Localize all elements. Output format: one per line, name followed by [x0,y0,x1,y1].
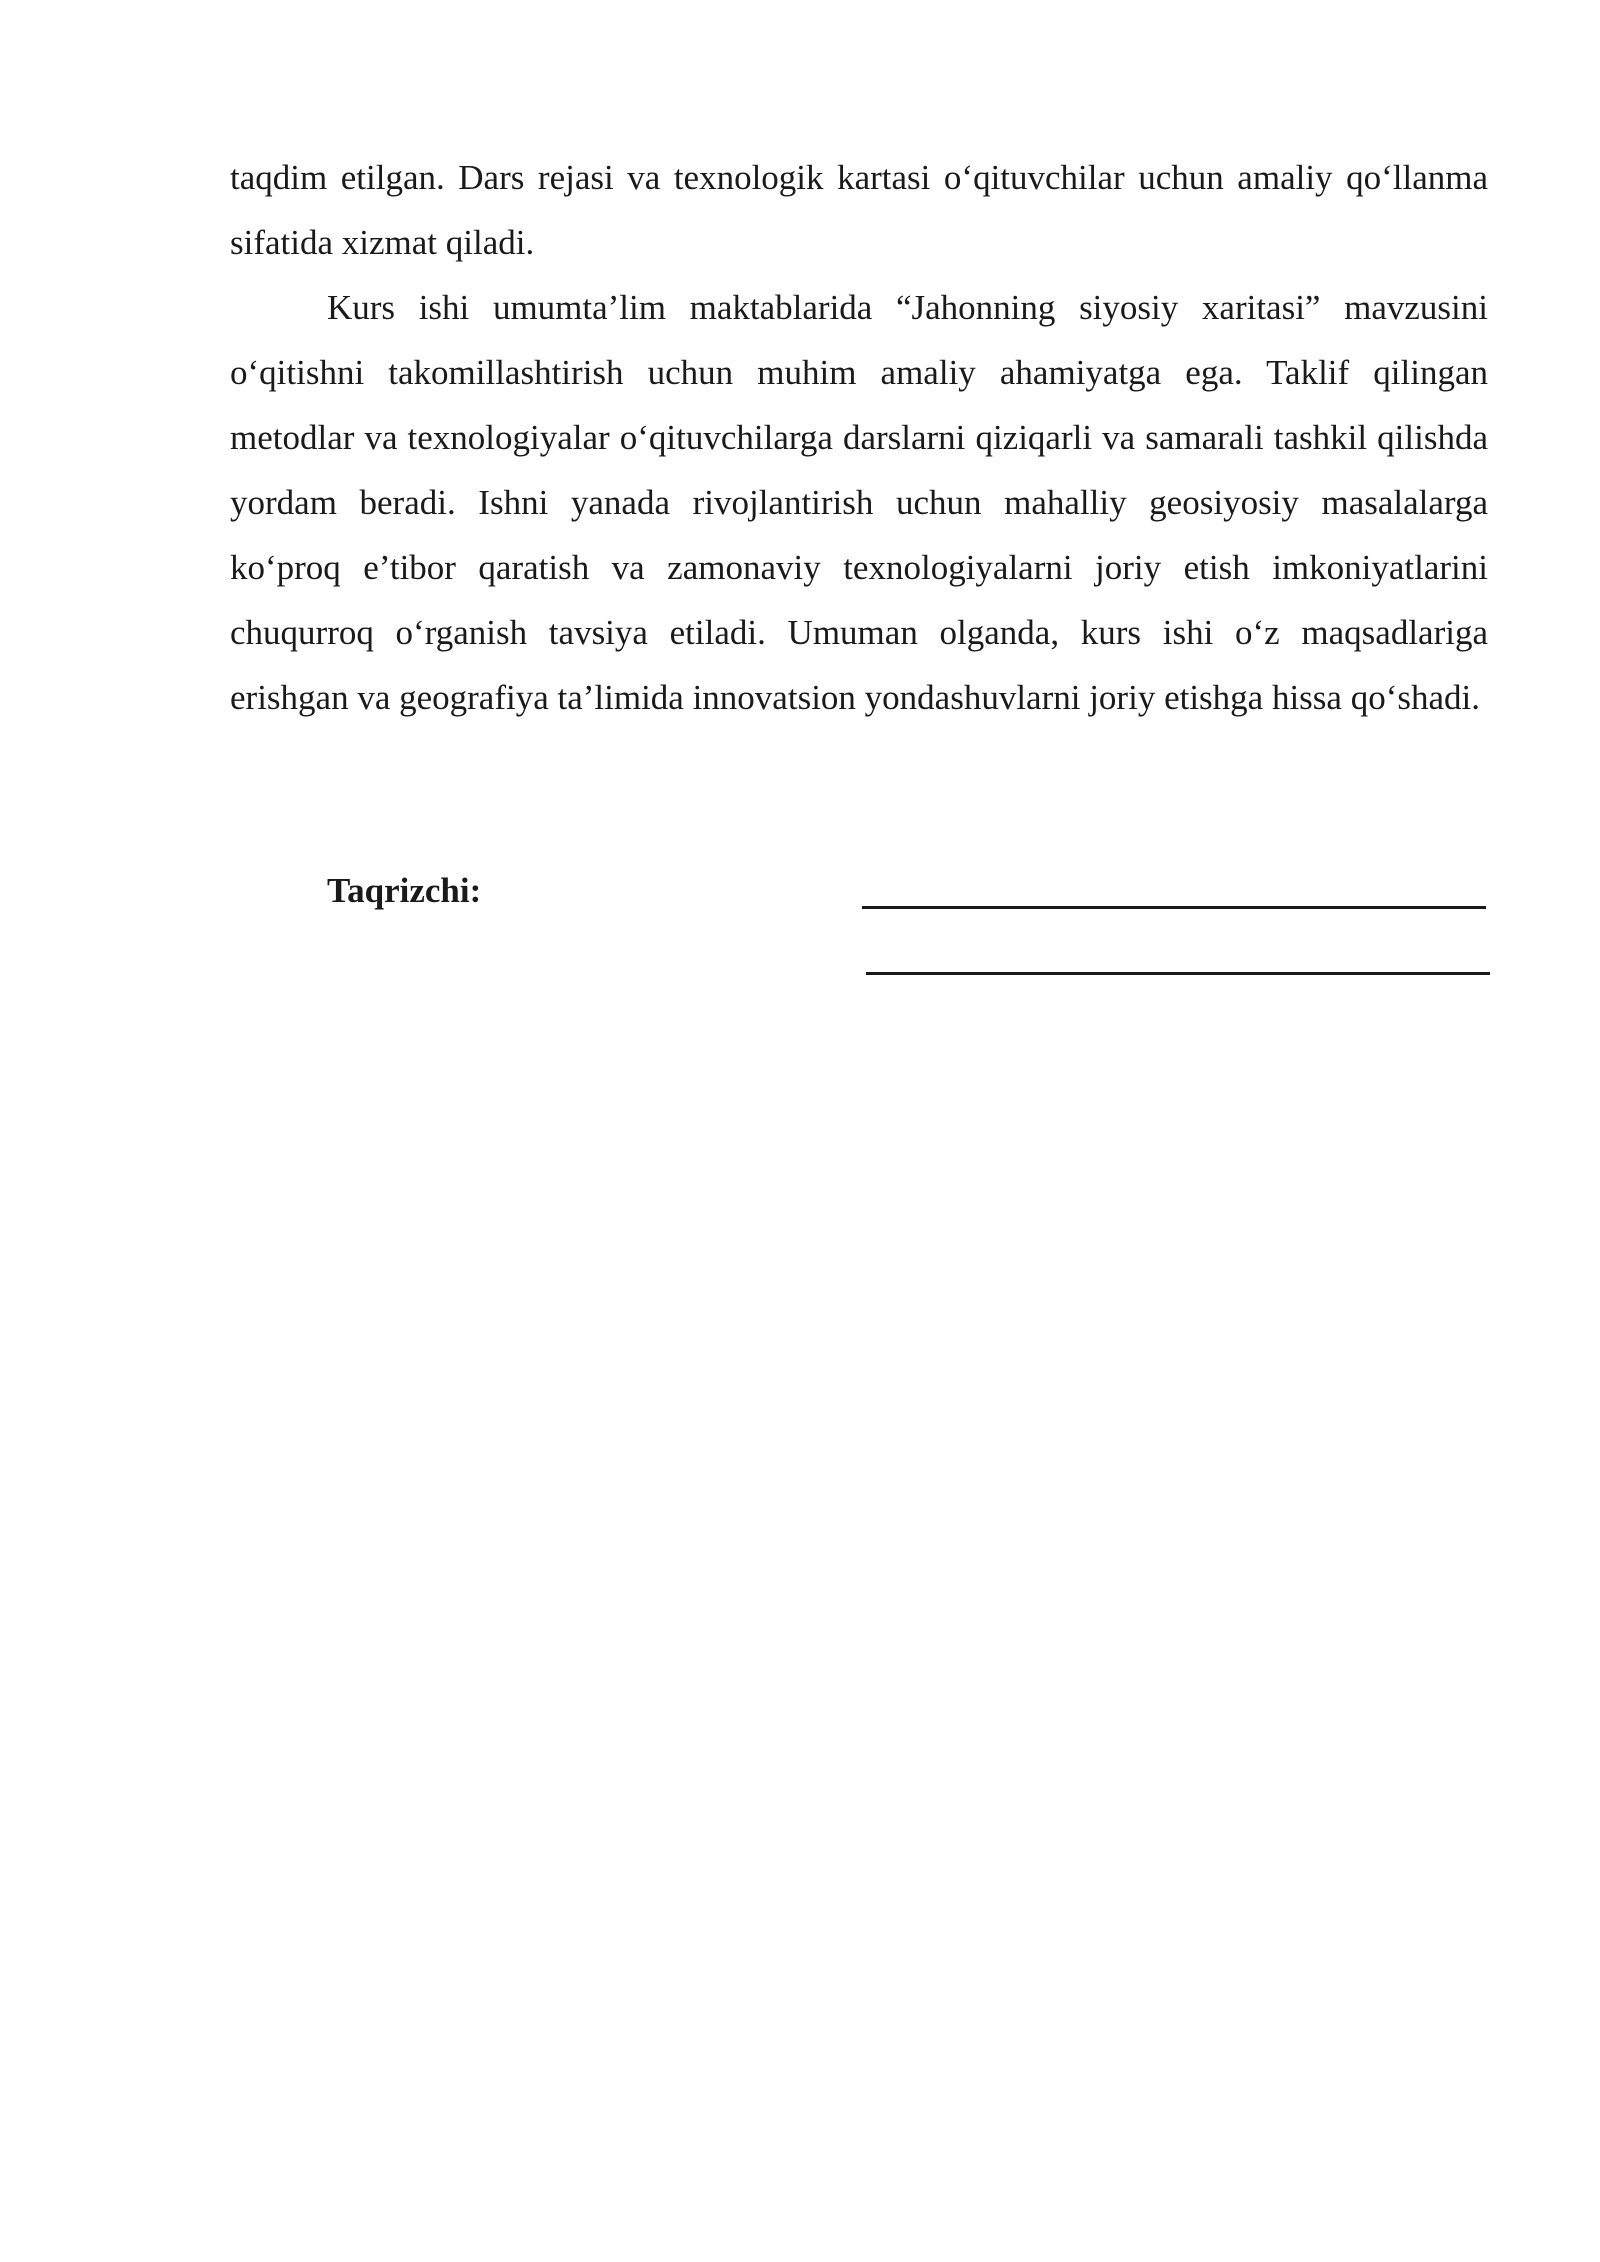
document-body [230,145,1488,730]
paragraph-conclusion: Kurs ishi umumta’lim maktablarida “Jahonning siyosiy xaritasi” mavzusini o‘qitishni takomillashtirish uchun muhim amaliy ahamiyatga ega. Taklif qilingan metodlar va texnologiyalar o‘qituvchilarga darslarni qiziqarli va samarali tashkil qilishda yordam beradi. Ishni yanada rivojlantirish uchun mahalliy geosiyosiy masalalarga ko‘proq e’tibor qaratish va zamonaviy texnologiyalarni joriy etish imkoniyatlarini chuqurroq o‘rganish tavsiya etiladi. Umuman olganda, kurs ishi o‘z maqsadlariga erishgan va geografiya ta’limida innovatsion yondashuvlarni joriy etishga hissa qo‘shadi. [230,288,1488,717]
signature-line [862,906,1486,909]
signature-line-secondary [866,972,1490,975]
reviewer-label: Taqrizchi: [327,871,482,910]
paragraph-continuation: taqdim etilgan. Dars rejasi va texnologik kartasi o‘qituvchilar uchun amaliy qo‘llanma sifatida xizmat qiladi. [230,158,1488,262]
